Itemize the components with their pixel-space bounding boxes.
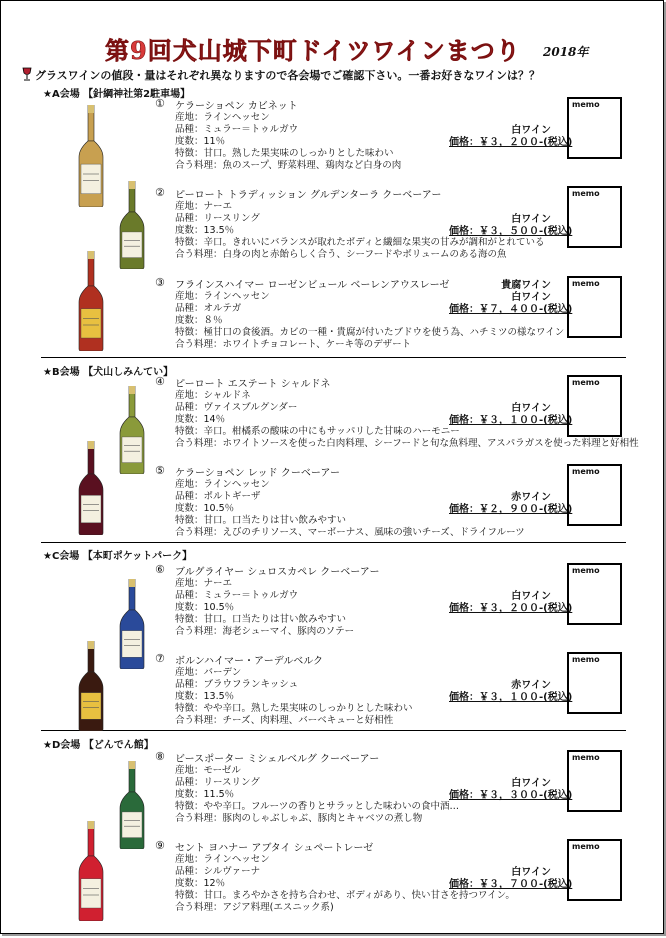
- wine-bottle-image: [77, 251, 105, 355]
- wine-pairing: 合う料理：えびのチリソース、マーボーナス、風味の強いチーズ、ドライフルーツ: [175, 527, 525, 538]
- notice-text: [21, 67, 540, 83]
- wine-variety: 品種：ポルトギーザ: [175, 491, 261, 502]
- wine-price: 価格：￥３，１００-(税込): [449, 415, 573, 426]
- wine-type: 赤ワイン: [511, 680, 551, 691]
- wine-bottle-image: [77, 105, 105, 211]
- wine-number: ②: [155, 186, 165, 199]
- wine-origin: 産地：バーデン: [175, 667, 242, 678]
- wine-price: 価格：￥２，９００-(税込): [449, 504, 573, 515]
- wine-pairing: 合う料理：ホワイトチョコレート、ケーキ等のデザート: [175, 339, 412, 350]
- wine-name: ブルグライヤー シュロスカペレ クーベーアー: [175, 567, 380, 578]
- wine-number: ④: [155, 375, 165, 388]
- wine-name: ケラーショペン カビネット: [175, 101, 298, 112]
- wine-alcohol: 度数：14％: [175, 414, 226, 425]
- wine-variety: 品種：ミュラー＝トゥルガウ: [175, 590, 299, 601]
- wine-price: 価格：￥３，７００-(税込): [449, 879, 573, 890]
- wine-feature: 特徴：辛口。柑橘系の酸味の中にもサッパリした甘味のハーモニー: [175, 426, 460, 437]
- memo-label: memo: [572, 100, 600, 109]
- memo-box: [567, 750, 622, 812]
- wine-price: 価格：￥３，１００-(税込): [449, 692, 573, 703]
- memo-label: memo: [572, 467, 600, 476]
- wine-name: セント ヨハナー アブタイ シュペートレーゼ: [175, 843, 374, 854]
- wine-bottle-image: [77, 441, 105, 539]
- wine-origin: 産地：モーゼル: [175, 765, 241, 776]
- wine-price: 価格：￥３，２００-(税込): [449, 603, 573, 614]
- wine-number: ③: [155, 276, 165, 289]
- venue-d-heading: ★D会場 【どんでん館】: [43, 740, 154, 751]
- wine-origin: 産地：ラインヘッセン: [175, 291, 270, 302]
- wine-variety: 品種：リースリング: [175, 777, 260, 788]
- wine-type: 赤ワイン: [511, 492, 551, 503]
- wine-alcohol: 度数：12％: [175, 878, 226, 889]
- wine-bottle-image: [77, 641, 105, 735]
- wine-number: ⑦: [155, 652, 165, 665]
- memo-box: [567, 563, 622, 625]
- wine-variety: 品種：ブラウフランキッシュ: [175, 679, 299, 690]
- wine-variety: 品種：ヴァイスブルグンダー: [175, 402, 298, 413]
- wine-feature: 特徴：極甘口の食後酒。カビの一種・貴腐が付いたブドウを使う為、ハチミツの様なワイン: [175, 327, 565, 338]
- memo-box: [567, 652, 622, 714]
- memo-box: [567, 839, 622, 901]
- venue-divider: [41, 542, 626, 543]
- wine-origin: 産地：ナーエ: [175, 578, 233, 589]
- wine-type: 白ワイン: [511, 214, 551, 225]
- venue-divider: [41, 730, 626, 731]
- wine-alcohol: 度数：11.5％: [175, 789, 235, 800]
- memo-label: memo: [572, 279, 600, 288]
- wine-number: ⑥: [155, 563, 165, 576]
- wine-pairing: 合う料理：アジア料理(エスニック系): [175, 902, 334, 913]
- venue-a-heading: ★A会場 【針綱神社第2駐車場】: [43, 89, 191, 100]
- wine-pairing: 合う料理：魚のスープ、野菜料理、鶏肉など白身の肉: [175, 160, 402, 171]
- memo-label: memo: [572, 655, 600, 664]
- wine-origin: 産地：シャルドネ: [175, 390, 251, 401]
- memo-label: memo: [572, 378, 600, 387]
- memo-box: [567, 276, 622, 338]
- memo-label: memo: [572, 189, 600, 198]
- wine-bottle-image: [118, 181, 146, 273]
- wine-pairing: 合う料理：チーズ、肉料理、バーベキューと好相性: [175, 715, 394, 726]
- wine-feature: 特徴：やや辛口。フルーツの香りとサラッとした味わいの食中酒…: [175, 801, 460, 812]
- notice-label: グラスワインの値段・量はそれぞれ異なりますので各会場でご確認下さい。一番お好きなワインは？？: [35, 69, 541, 82]
- wine-variety: 品種：リースリング: [175, 213, 260, 224]
- wine-number: ⑧: [155, 750, 165, 763]
- wine-type-secondary: 貴腐ワイン: [501, 280, 551, 291]
- wine-price: 価格：￥３，３００-(税込): [449, 790, 573, 801]
- wine-alcohol: 度数：８％: [175, 315, 223, 326]
- memo-label: memo: [572, 753, 600, 762]
- wine-origin: 産地：ナーエ: [175, 201, 233, 212]
- wine-name: フラインスハイマー ローゼンビュール ベーレンアウスレーゼ: [175, 280, 450, 291]
- wine-type: 白ワイン: [511, 778, 551, 789]
- wine-origin: 産地：ラインヘッセン: [175, 854, 270, 865]
- wine-variety: 品種：シルヴァーナ: [175, 866, 261, 877]
- wine-alcohol: 度数：10.5％: [175, 602, 235, 613]
- wine-alcohol: 度数：13.5％: [175, 691, 235, 702]
- wine-name: ケラーショペン レッド クーベーアー: [175, 468, 341, 479]
- wine-number: ⑨: [155, 839, 165, 852]
- wine-bottle-image: [118, 761, 146, 853]
- memo-box: [567, 186, 622, 248]
- wine-price: 価格：￥３，５００-(税込): [449, 226, 573, 237]
- wine-number: ⑤: [155, 464, 165, 477]
- wine-variety: 品種：オルテガ: [175, 303, 242, 314]
- wine-alcohol: 度数：13.5％: [175, 225, 235, 236]
- wine-pairing: 合う料理：海老シューマイ、豚肉のソテー: [175, 626, 355, 637]
- memo-label: memo: [572, 566, 600, 575]
- memo-label: memo: [572, 842, 600, 851]
- wine-glass-icon: [21, 67, 33, 81]
- venue-divider: [41, 357, 626, 358]
- wine-type: 白ワイン: [511, 591, 551, 602]
- wine-name: ピーロート トラディッション グルデンターラ クーベーアー: [175, 190, 442, 201]
- wine-bottle-image: [118, 386, 146, 478]
- wine-pairing: 合う料理：白身の肉と赤飴らしく合う、シーフードやボリュームのある海の魚: [175, 249, 507, 260]
- wine-origin: 産地：ラインヘッセン: [175, 112, 270, 123]
- wine-type: 白ワイン: [511, 403, 551, 414]
- wine-alcohol: 度数：10.5％: [175, 503, 235, 514]
- wine-pairing: 合う料理：ホワイトソースを使った白肉料理、シーフードと旬な魚料理、アスパラガスを使った料理と好相性: [175, 438, 639, 449]
- wine-price: 価格：￥３，２００-(税込): [449, 137, 573, 148]
- year-label: 2018年: [543, 45, 589, 59]
- wine-type: 白ワイン: [511, 125, 551, 136]
- wine-name: ピーロート エステート シャルドネ: [175, 379, 331, 390]
- memo-box: [567, 375, 622, 437]
- wine-type: 白ワイン: [511, 292, 551, 303]
- wine-price: 価格：￥７，４００-(税込): [449, 304, 573, 315]
- wine-name: ボルンハイマー・アーデルベルク: [175, 656, 324, 667]
- wine-pairing: 合う料理：豚肉のしゃぶしゃぶ、豚肉とキャベツの煮し物: [175, 813, 423, 824]
- page-title: 第9回犬山城下町ドイツワインまつり: [105, 36, 521, 65]
- wine-feature: 特徴：甘口。まろやかさを持ち合わせ、ボディがあり、快い甘さを持つワイン。: [175, 890, 515, 901]
- venue-b-heading: ★B会場 【犬山しみんてい】: [43, 367, 174, 378]
- wine-feature: 特徴：甘口。口当たりは甘い飲みやすい: [175, 614, 347, 625]
- wine-variety: 品種：ミュラー＝トゥルガウ: [175, 124, 299, 135]
- wine-name: ビースポーター ミシェルベルグ クーベーアー: [175, 754, 380, 765]
- wine-feature: 特徴：甘口。熟した果実味のしっかりとした味わい: [175, 148, 394, 159]
- wine-feature: 特徴：辛口。きれいにバランスが取れたボディと繊細な果実の甘みが調和がとれている: [175, 237, 545, 248]
- wine-bottle-image: [77, 821, 105, 925]
- wine-origin: 産地：ラインヘッセン: [175, 479, 270, 490]
- wine-feature: 特徴：やや辛口。熟した果実味のしっかりとした味わい: [175, 703, 413, 714]
- memo-box: [567, 97, 622, 159]
- wine-alcohol: 度数：11％: [175, 136, 226, 147]
- wine-bottle-image: [118, 579, 146, 673]
- venue-c-heading: ★C会場 【本町ポケットパーク】: [43, 551, 193, 562]
- wine-type: 白ワイン: [511, 867, 551, 878]
- wine-number: ①: [155, 97, 165, 110]
- memo-box: [567, 464, 622, 526]
- wine-feature: 特徴：甘口。口当たりは甘い飲みやすい: [175, 515, 347, 526]
